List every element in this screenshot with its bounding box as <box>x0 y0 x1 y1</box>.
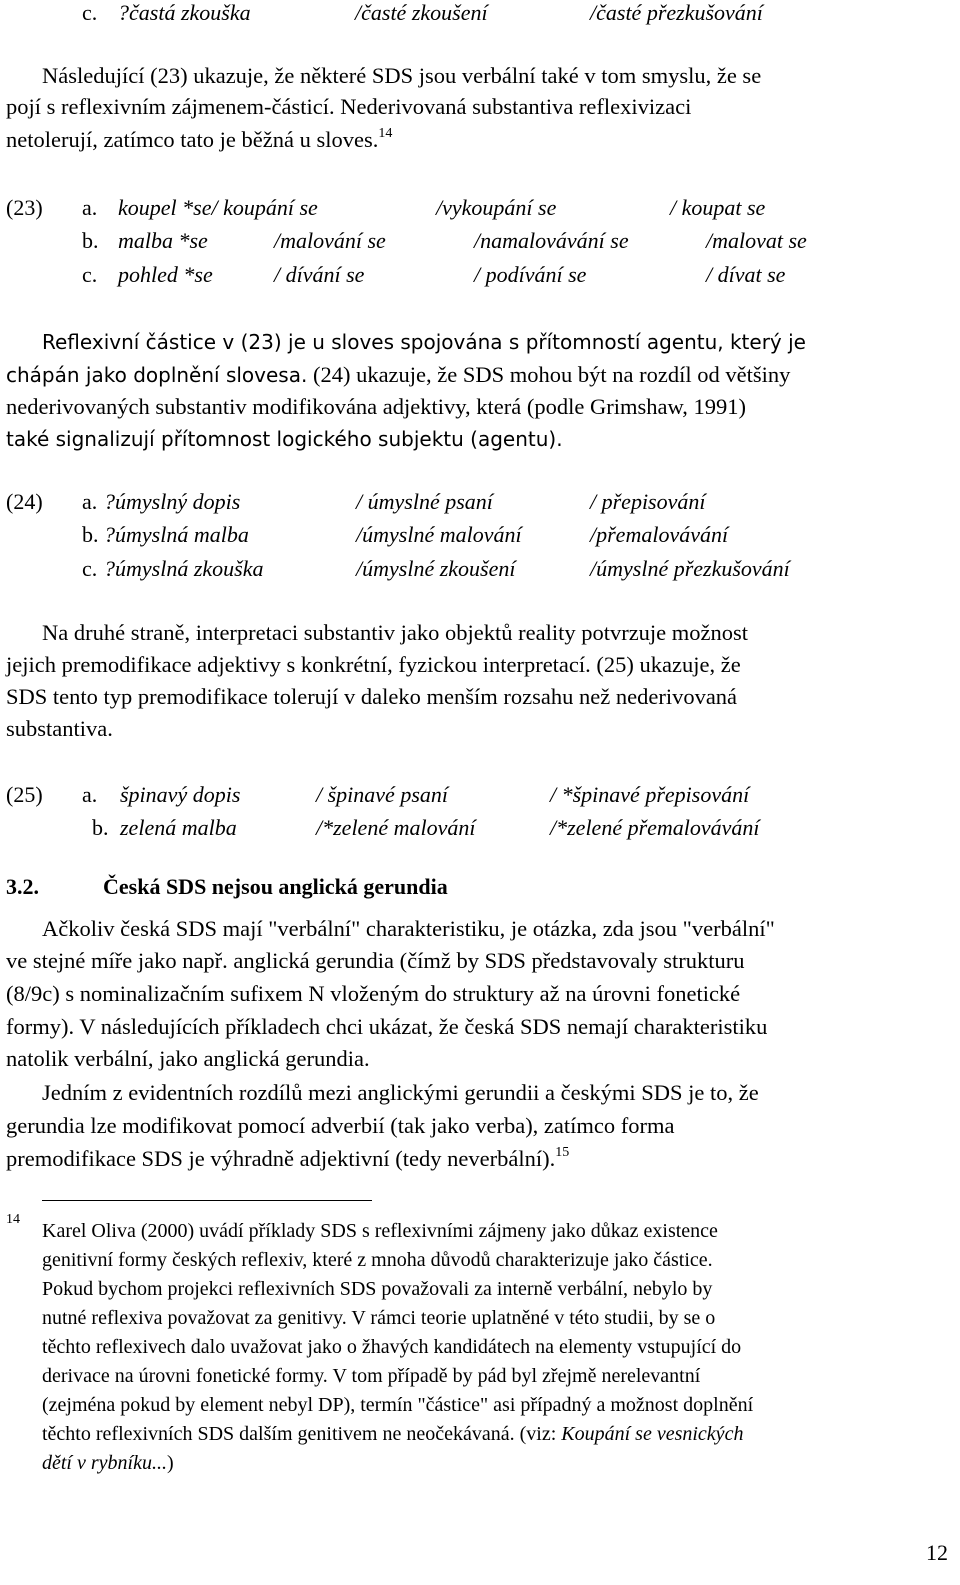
para1-line2: pojí s reflexivním zájmenem-částicí. Nederivovaná substantiva reflexivizaci <box>6 94 692 119</box>
footnote-separator <box>42 1200 372 1201</box>
ex23-number: (23) <box>6 195 43 220</box>
footnote-line3: Pokud bychom projekci reflexivních SDS považovali za interně verbální, nebylo by <box>42 1278 713 1300</box>
para2-line1: Reflexivní částice v (23) je u sloves spojována s přítomností agentu, který je <box>42 330 806 354</box>
ex25-b-col1: zelená malba <box>120 815 237 840</box>
ex23-c-col1b: / dívání se <box>274 262 365 287</box>
ex22c-col3: /časté přezkušování <box>590 0 763 25</box>
para3-line4: substantiva. <box>6 716 113 741</box>
para4-line4: formy). V následujících příkladech chci ukázat, že česká SDS nemají charakteristiku <box>6 1014 768 1039</box>
ex24-b-col1: ?úmyslná malba <box>104 522 249 547</box>
footnote-number: 14 <box>6 1212 20 1227</box>
footnote-line9: dětí v rybníku...) <box>42 1452 174 1474</box>
footnote-line7: (zejména pokud by element nebyl DP), termín "částice" asi případný a možnost doplnění <box>42 1394 754 1416</box>
footnote-line1: Karel Oliva (2000) uvádí příklady SDS s reflexivními zájmeny jako důkaz existence <box>42 1220 718 1242</box>
ex25-b-col3: /*zelené přemalovávání <box>550 815 760 840</box>
ex24-c-col1: ?úmyslná zkouška <box>104 556 264 581</box>
para5-line3: premodifikace SDS je výhradně adjektivní (tedy neverbální).$^{15}$ <box>6 1144 570 1171</box>
ex25-a-col3: / *špinavé přepisování <box>550 782 750 807</box>
ex23-b-col1: malba *se <box>118 228 208 253</box>
ex23-a-col1: koupel *se/ koupání se <box>118 195 318 220</box>
page-number: 12 <box>926 1540 948 1565</box>
ex24-a-col3: / přepisování <box>590 489 706 514</box>
ex25-b-col2: /*zelené malování <box>316 815 476 840</box>
ex24-c-label: c. <box>82 556 98 581</box>
para4-line3: (8/9c) s nominalizačním sufixem N vloženým do struktury až na úrovni fonetické <box>6 981 741 1006</box>
section-title: Česká SDS nejsou anglická gerundia <box>103 874 448 899</box>
ex24-c-col2: /úmyslné zkoušení <box>356 556 516 581</box>
ex22c-col1: ?častá zkouška <box>118 0 251 25</box>
ex23-c-col2: / podívání se <box>474 262 587 287</box>
para2-line4: také signalizují přítomnost logického subjektu (agentu). <box>6 427 563 451</box>
ex23-a-col3: / koupat se <box>670 195 766 220</box>
ex23-b-col1b: /malování se <box>274 228 386 253</box>
para2-line3: nederivovaných substantiv modifikována adjektivy, která (podle Grimshaw, 1991) <box>6 394 747 419</box>
footnote-ref-15[interactable]: 15 <box>555 1144 570 1160</box>
ex24-b-col3: /přemalovávání <box>590 522 729 547</box>
para1-line3: netolerují, zatímco tato je běžná u sloves.$^{14}$ <box>6 125 393 152</box>
ex23-a-col2: /vykoupání se <box>436 195 557 220</box>
footnote-line6: derivace na úrovni fonetické formy. V tom případě by pád byl zřejmě nerelevantní <box>42 1365 701 1387</box>
para3-line3: SDS tento typ premodifikace tolerují v daleko menším rozsahu než nederivovaná <box>6 684 738 709</box>
footnote-line8: těchto reflexivních SDS dalším genitivem ne neočekávaná. (viz: Koupání se vesnických <box>42 1423 744 1445</box>
ex24-b-col2: /úmyslné malování <box>356 522 522 547</box>
ex23-b-label: b. <box>82 228 99 253</box>
para4-line2: ve stejné míře jako např. anglická gerundia (čímž by SDS představovaly strukturu <box>6 948 745 973</box>
ex24-c-col3: /úmyslné přezkušování <box>590 556 790 581</box>
para5-line2: gerundia lze modifikovat pomocí adverbií (tak jako verba), zatímco forma <box>6 1113 675 1138</box>
ex25-number: (25) <box>6 782 43 807</box>
ex22c-col2: /časté zkoušení <box>355 0 488 25</box>
para3-line1: Na druhé straně, interpretaci substantiv jako objektů reality potvrzuje možnost <box>42 620 749 645</box>
footnote-ref-14[interactable]: 14 <box>378 125 393 141</box>
para5-line1: Jedním z evidentních rozdílů mezi anglickými gerundii a českými SDS je to, že <box>42 1080 759 1105</box>
ex24-number: (24) <box>6 489 43 514</box>
footnote-line5: těchto reflexivech dalo uvažovat jako o žhavých kandidátech na elementy vstupující do <box>42 1336 742 1358</box>
ex24-a-label: a. <box>82 489 98 514</box>
footnote-line4: nutné reflexiva považovat za genitivy. V rámci teorie uplatněné v této studii, by se o <box>42 1307 716 1329</box>
footnote-line2: genitivní formy českých reflexiv, které z mnoha důvodů charakterizuje jako částice. <box>42 1249 713 1271</box>
para2-line2: chápán jako doplnění slovesa. (24) ukazuje, že SDS mohou být na rozdíl od většiny <box>6 362 791 387</box>
ex23-b-col2: /namalovávání se <box>474 228 629 253</box>
ex23-a-label: a. <box>82 195 98 220</box>
ex25-b-label: b. <box>92 815 109 840</box>
ex23-b-col3: /malovat se <box>706 228 807 253</box>
ex24-a-col2: / úmyslné psaní <box>356 489 493 514</box>
section-number: 3.2. <box>6 874 39 899</box>
ex25-a-col1: špinavý dopis <box>120 782 241 807</box>
para3-line2: jejich premodifikace adjektivy s konkrétní, fyzickou interpretací. (25) ukazuje, že <box>6 652 741 677</box>
ex23-c-col1: pohled *se <box>118 262 213 287</box>
para4-line1: Ačkoliv česká SDS mají "verbální" charakteristiku, je otázka, zda jsou "verbální" <box>42 916 775 941</box>
para1-line1: Následující (23) ukazuje, že některé SDS jsou verbální také v tom smyslu, že se <box>42 63 762 88</box>
ex24-b-label: b. <box>82 522 99 547</box>
ex22c-label: c. <box>82 0 98 25</box>
ex23-c-label: c. <box>82 262 98 287</box>
ex24-a-col1: ?úmyslný dopis <box>104 489 241 514</box>
ex25-a-label: a. <box>82 782 98 807</box>
ex25-a-col2: / špinavé psaní <box>316 782 448 807</box>
ex23-c-col3: / dívat se <box>706 262 786 287</box>
para4-line5: natolik verbální, jako anglická gerundia. <box>6 1046 370 1071</box>
